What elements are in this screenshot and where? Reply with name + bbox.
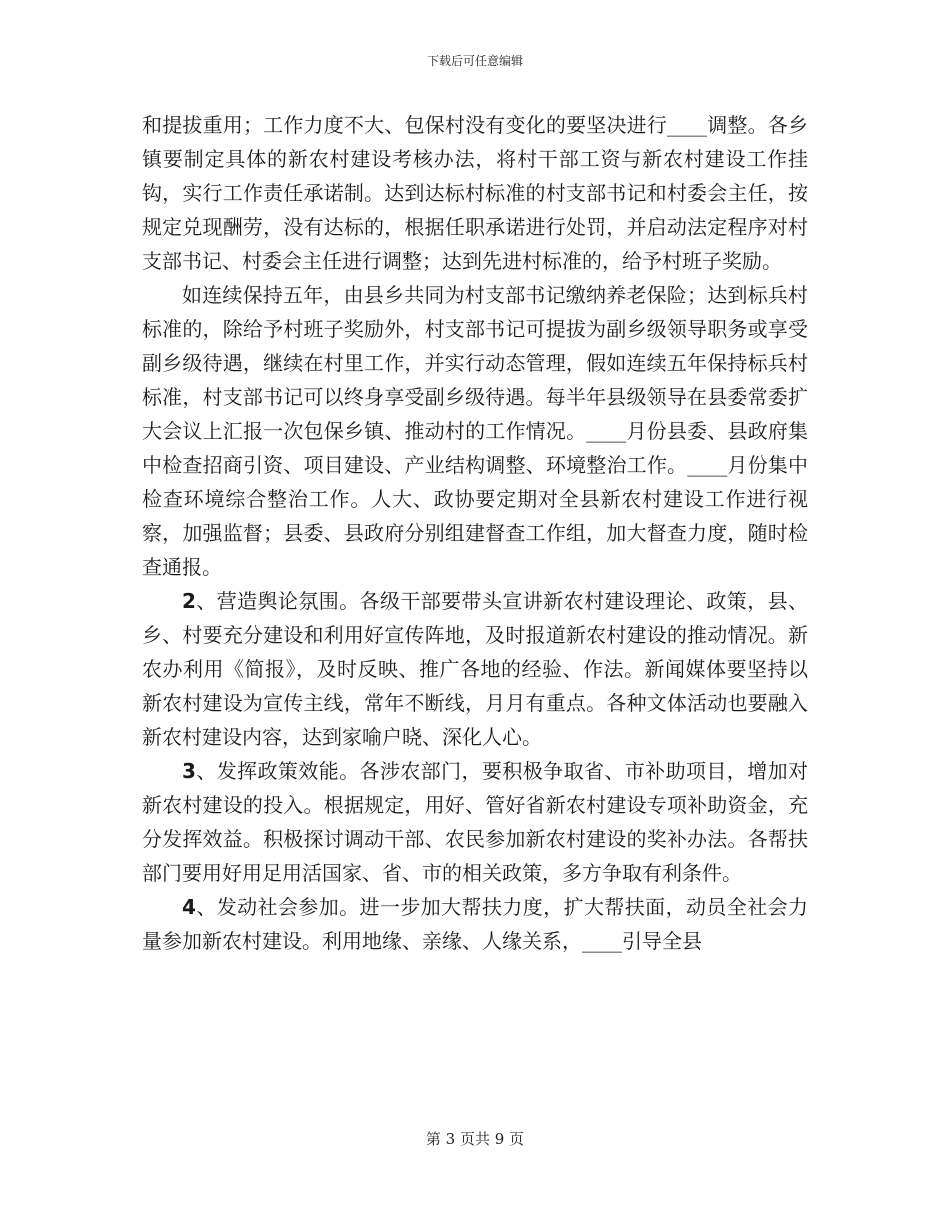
paragraph-5 bbox=[142, 890, 808, 958]
paragraph-5-text: 、发动社会参加。进一步加大帮扶力度，扩大帮扶面，动员全社会力量参加新农村建设。利用地缘、亲缘、人缘关系，____引导全县 bbox=[142, 895, 808, 953]
paragraph-1 bbox=[142, 108, 808, 278]
paragraph-1-text: 和提拔重用；工作力度不大、包保村没有变化的要坚决进行____调整。各乡镇要制定具体的新农村建设考核办法，将村干部工资与新农村建设工作挂钩，实行工作责任承诺制。达到达标村标准的村支部书记和村委会主任，按规定兑现酬劳，没有达标的，根据任职承诺进行处罚，并启动法定程序对村支部书记、村委会主任进行调整；达到先进村标准的，给予村班子奖励。 bbox=[142, 113, 808, 273]
paragraph-4-number: 3 bbox=[182, 759, 196, 783]
paragraph-4 bbox=[142, 754, 808, 890]
document-body bbox=[142, 108, 808, 958]
paragraph-3-number: 2 bbox=[182, 589, 196, 613]
paragraph-3-text: 、营造舆论氛围。各级干部要带头宣讲新农村建设理论、政策，县、乡、村要充分建设和利用好宣传阵地，及时报道新农村建设的推动情况。新农办利用《简报》，及时反映、推广各地的经验、作法。新闻媒体要坚持以新农村建设为宣传主线，常年不断线，月月有重点。各种文体活动也要融入新农村建设内容，达到家喻户晓、深化人心。 bbox=[142, 589, 808, 749]
paragraph-2 bbox=[142, 278, 808, 584]
paragraph-2-text: 如连续保持五年，由县乡共同为村支部书记缴纳养老保险；达到标兵村标准的，除给予村班子奖励外，村支部书记可提拔为副乡级领导职务或享受副乡级待遇，继续在村里工作，并实行动态管理，假如连续五年保持标兵村标准，村支部书记可以终身享受副乡级待遇。每半年县级领导在县委常委扩大会议上汇报一次包保乡镇、推动村的工作情况。____月份县委、县政府集中检查招商引资、项目建设、产业结构调整、环境整治工作。____月份集中检查环境综合整治工作。人大、政协要定期对全县新农村建设工作进行视察，加强监督；县委、县政府分别组建督查工作组，加大督查力度，随时检查通报。 bbox=[142, 283, 808, 579]
paragraph-5-number: 4 bbox=[182, 895, 196, 919]
paragraph-3 bbox=[142, 584, 808, 754]
paragraph-4-text: 、发挥政策效能。各涉农部门，要积极争取省、市补助项目，增加对新农村建设的投入。根据规定，用好、管好省新农村建设专项补助资金，充分发挥效益。积极探讨调动干部、农民参加新农村建设的奖补办法。各帮扶部门要用好用足用活国家、省、市的相关政策，多方争取有利条件。 bbox=[142, 759, 808, 885]
page-footer: 第 3 页共 9 页 bbox=[425, 1130, 525, 1148]
page-header: 下载后可任意编辑 bbox=[426, 54, 523, 68]
